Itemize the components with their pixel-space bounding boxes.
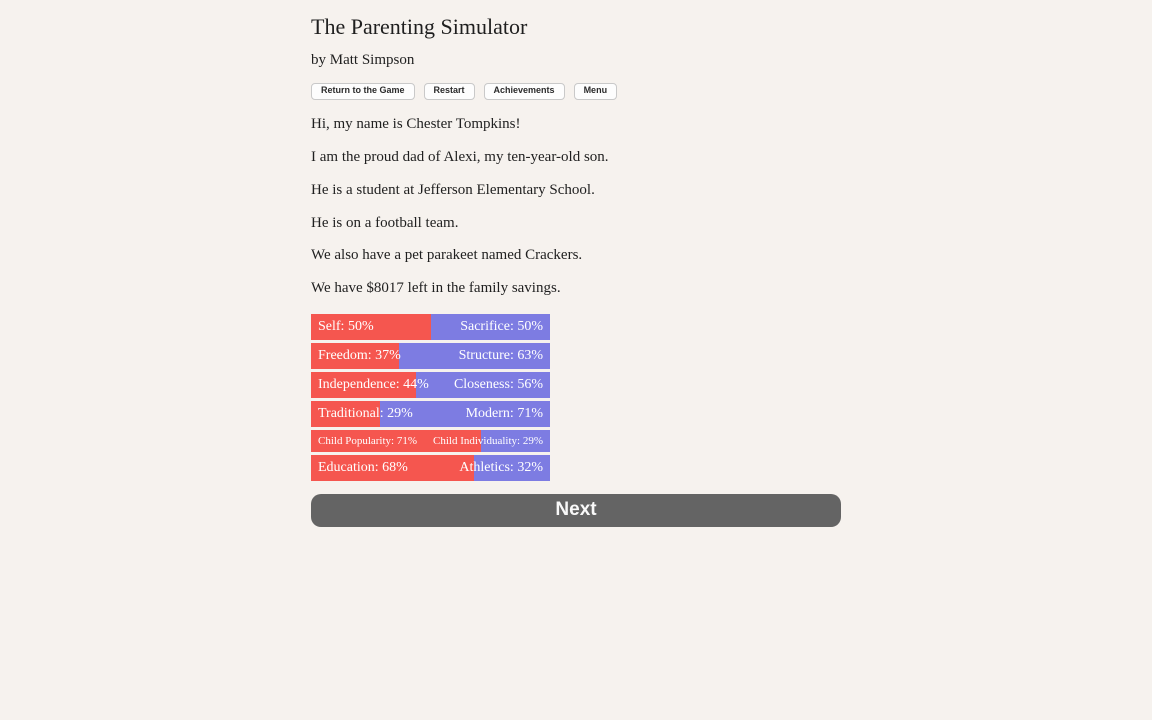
stat-bar-education-athletics <box>311 455 550 481</box>
page-title: The Parenting Simulator <box>311 14 528 39</box>
game-content <box>311 0 841 527</box>
story-paragraph: He is a student at Jefferson Elementary School. <box>311 181 595 198</box>
stat-bar-independence-closeness <box>311 372 550 398</box>
stat-left-label: Traditional: 29% <box>318 405 413 421</box>
story-paragraph: I am the proud dad of Alexi, my ten-year-old son. <box>311 149 609 166</box>
stat-right-label: Sacrifice: 50% <box>460 318 543 334</box>
stat-right-label: Child Individuality: 29% <box>433 434 543 447</box>
stat-bar-self-sacrifice <box>311 314 550 340</box>
stats-panel <box>311 314 550 481</box>
stat-bar-child-popularity-individuality <box>311 430 550 452</box>
return-to-game-button[interactable]: Return to the Game <box>311 83 415 100</box>
stat-left-label: Independence: 44% <box>318 376 429 392</box>
story-text <box>311 117 841 297</box>
next-button[interactable]: Next <box>311 494 841 527</box>
menu-button[interactable]: Menu <box>574 83 618 100</box>
stat-right-label: Structure: 63% <box>458 347 543 363</box>
stat-left-label: Self: 50% <box>318 318 374 334</box>
restart-button[interactable]: Restart <box>424 83 475 100</box>
story-paragraph: He is on a football team. <box>311 214 459 231</box>
stat-bar-traditional-modern <box>311 401 550 427</box>
byline: by Matt Simpson <box>311 52 415 69</box>
stat-right-label: Modern: 71% <box>465 405 543 421</box>
story-paragraph: We also have a pet parakeet named Crackers. <box>311 247 583 264</box>
story-paragraph: We have $8017 left in the family savings. <box>311 280 561 297</box>
stat-left-label: Freedom: 37% <box>318 347 401 363</box>
toolbar <box>311 83 841 100</box>
stat-bar-freedom-structure <box>311 343 550 369</box>
stat-left-label: Child Popularity: 71% <box>318 434 417 447</box>
stat-right-label: Closeness: 56% <box>453 376 543 392</box>
story-paragraph: Hi, my name is Chester Tompkins! <box>311 116 521 133</box>
stat-right-label: Athletics: 32% <box>459 459 543 475</box>
achievements-button[interactable]: Achievements <box>484 83 565 100</box>
stat-left-label: Education: 68% <box>318 459 408 475</box>
